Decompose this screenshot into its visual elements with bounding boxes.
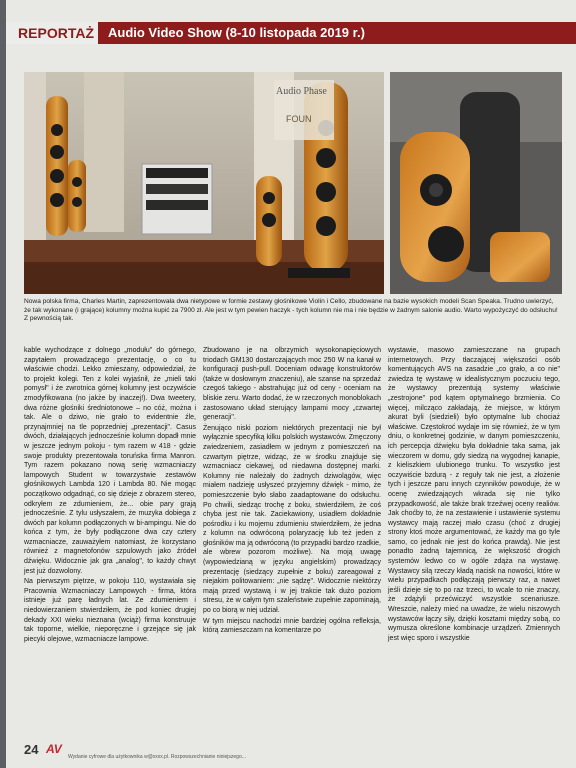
event-title: Audio Video Show (8-10 listopada 2019 r.) [108, 25, 365, 40]
side-photo [390, 72, 562, 294]
poster-sign-text: FOUN [286, 114, 312, 124]
paragraph: kable wychodzące z dolnego „modułu" do górnego, zapytałem prowadzącego prezentację, o co tu właściwie chodzi. Lekko zmieszany, odpowiedział, że to projekt kolegi. Ten z kolei wyjaśnił, że „mieli taki pomysł" i że zwrotnica górnej kolumny jest oczywiście zmodyfikowana (no jakże by inaczej!). Dwa tweetery, dwa różne głośniki średniotonowe – no cóż, można i tak. Ale o dziwo, nie grało to evidentnie źle, przynajmniej na tle poprzedniej „prezentacji". Casus dwóch, działających jednocześnie kolumn dopadł mnie w jeszcze jednym pokoju - tym razem w 418 - gdzie swoje produkty prezentowała toruńska firma Manron. Tym razem pokazano nową serię wzmacniaczy lampowych Student w towarzystwie zestawów głośnikowych Lambda 120 i Lambda 80. Nie mogąc początkowo odgadnąć, co się dzieje z obrazem stereo, odkryłem ze zdumieniem, że... obie pary grają jednocześnie. Z tylu usłyszałem, że muzyka dobiega z dwóch par kolumn podłączonych w bi-ampingu. Nie do końca z tym, że były podłączone dwa czy cztery wzmacniacze, zauważyłem natomiast, że korzystano również z magnetofonów szpulowych jako źródeł dźwięku. Widocznie jak gra „analog", to każdy chwyt jest już dozwolony. [24, 347, 196, 575]
speakers-room-image [24, 72, 384, 294]
photo-caption: Nowa polska firma, Charles Martin, zaprezentowała dwa nietypowe w formie zestawy głośnikowe Violin i Cello, zbudowane na bazie wysokich modeli Scan Speaka. Trudno uwierzyć, że tak wykonane (i grające) kolumny można kupić za 7900 zł. Ale jest w tym pewien haczyk - tych kolumn nie ma i nie będzie w żadnym salonie audio. Warto wypożyczyć do odsłuchu! Z pewnością tak. [24, 298, 558, 323]
paragraph: wystawie, masowo zamieszczane na grupach internetowych. Przy tłaczającej większości osób komentujących AVS na zasadzie „co grało, a co nie" zwiedza tę wystawę w idealistycznym poczuciu tego, że wystawcy prezentują systemy właściwie „zestrojone" pod kątem optymalnego brzmienia. Co więcej, milcząco zakładają, że miejsce, w którym akurat byli (siedzieli) było optymalne lub chociaż właściwe. Częstokroć wydaje im się również, że w tym dniu, o konkretnej godzinie, w danym pomieszczeniu, ich percepcja dźwięku była dokładnie taka sama, jak wieczorem w domu, gdy siedzą na wygodnej kanapie, z kieliszkiem ulubionego trunku. To wszystko jest oczywiście bzdurą - z reguły tak nie jest, a złożenie tych i jeszcze paru innych czynników powoduje, że w ocenę zwiedzających wkrada się nie tylko przypadkowość, ale także brak trzeźwej oceny realiów. Jak choćby to, że na zestawienie i ustawienie systemu wystawcy mają raczej mało czasu (choć z drugiej strony ktoś może argumentować, że każdy ma go tyle samo, co jednak nie jest do końca prawdą). Nie jest ponadto żadną tajemnicą, że większość drogich systemów ledwo co w ogóle zdąża na wystawę. Wystawcy silą rzeczy kładą nacisk na nowości, które w wielu przypadkach podłączają pierwszy raz, a nawet jeśli dzieje się to po raz trzeci, to wcale to nie znaczy, że zdążyli przećwiczyć wszystkie scenariusze. Wreszcie, należy mieć na uwadze, że wielu niszowych wystawców łączy siły, dzięki kosztami między sobą, co wymusza określone kombinacje urządzeń. Zmiennych jest więc sporo i wszystkie [388, 347, 560, 642]
article-column-3 [388, 346, 560, 643]
section-label: REPORTAŻ [6, 22, 98, 44]
page-number: 24 [24, 742, 39, 757]
magazine-logo: AV [46, 742, 62, 756]
article-column-2 [203, 346, 381, 636]
paragraph: Zbudowano je na olbrzymich wysokonapięciowych triodach GM130 dostarczających moc 250 W na kanał w konfiguracji push-pull. Doceniam odwagę konstruktorów (także w dosłownym znaczeniu), ale szanse na sprzedaż czegoś takiego - abstrahując już od ceny - oceniam na bliskie zeru. Warto dodać, że w rzeczonych monoblokach zastosowano układ sterujący lampami mocy „czwartej generacji". [203, 347, 381, 422]
poster-logo-text: Audio Phase [276, 86, 327, 97]
article-column-1 [24, 346, 196, 644]
magazine-page [6, 0, 576, 768]
paragraph: Żenująco niski poziom niektórych prezentacji nie był wyłącznie specyfiką kilku polskich wystawców. Zmęczony zwiedzeniem, zasiadłem w jednym z pomieszczeń na czwartym piętrze, widząc, że w środku znajduje się wzmacniacz ciekawej, od niedawna dostępnej marki. Kolumny nie należały do żadnych dziwolągów, więc miałem nadzieję usłyszeć przyjemny dźwięk - mimo, że pomieszczenie było słabo zaadaptowane do odsłuchu. Po chwili, siedząc trochę z boku, stwierdziłem, że coś chyba jest nie tak. Zaciekawiony, usiadłem dokładnie pośrodku i ku mojemu zdumieniu stwierdziłem, że jedna z kolumn na odwróconą polaryzację lub też jeden z głośników ma ją odwróconą (to przypadki bardzo rzadkie, ale wbrew pozorom możliwe). Na moją uwagę (wypowiedzianą w języku angielskim) prowadzący prezentację (siedzący zupełnie z boku) zareagował z niejakim politowaniem: „nie sądzę". Widocznie niektórzy mają przed wystawą i w jej trakcie tak dużo poziom stresu, że w całym tym szaleństwie zupełnie zapominają, po co biorą w niej udział. [203, 424, 381, 615]
paragraph: Na pierwszym piętrze, w pokoju 110, wystawiała się Pracownia Wzmacniaczy Lampowych - firma, która istnieje już parę ładnych lat. Ze zdumieniem i niedowierzaniem stwierdziłem, że pod koniec drugiej dekady XXI wieku nieznana (wciąż) firma konstruuje tak toporne, wielkie, nieporęczne i grzejące się jak piecyki olejowe, wzmacniacze lampowe. [24, 578, 196, 643]
main-photo [24, 72, 384, 294]
footer-note: Wydanie cyfrowe dla użytkownika w@xxxx.pl. Rozpowszechnianie niniejszego... [68, 754, 246, 760]
speaker-closeup-image [390, 72, 562, 294]
paragraph: W tym miejscu nachodzi mnie bardziej ogólna refleksja, którą zamieszczam na komentarze po [203, 617, 381, 635]
page-footer [24, 742, 560, 762]
section-header [6, 22, 576, 44]
